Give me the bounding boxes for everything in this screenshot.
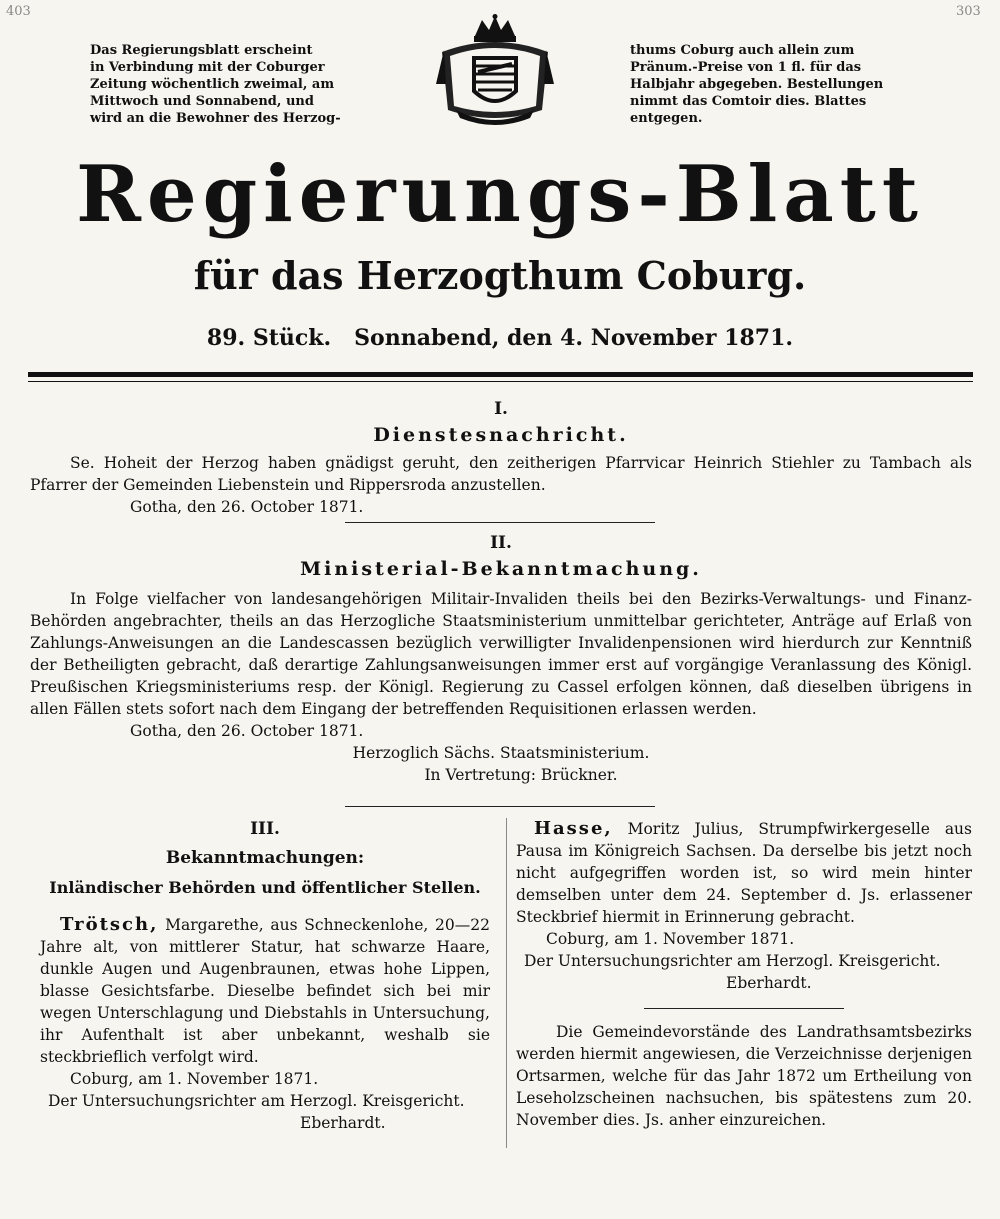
note-line: Das Regierungsblatt erscheint (90, 43, 313, 58)
note-line: Pränum.-Preise von 1 fl. für das (630, 60, 862, 75)
section-body (30, 452, 972, 518)
section-2 (30, 532, 972, 786)
section-title: Ministerial-Bekanntmachung. (300, 558, 702, 580)
authority: Der Untersuchungsrichter am Herzogl. Kreisgericht. (524, 952, 941, 970)
section-number: I. (494, 399, 508, 419)
section-number: III. (250, 819, 280, 839)
section-number: II. (490, 533, 512, 553)
note-line: entgegen. (630, 111, 703, 126)
masthead-title: Regierungs-Blatt (76, 149, 924, 240)
section-body (30, 588, 972, 786)
place-date: Gotha, den 26. October 1871. (130, 722, 364, 740)
section-1 (30, 398, 972, 518)
notice-text: Die Gemeindevorstände des Landrathsamtsbezirks werden hiermit angewiesen, die Verzeichnisse derjenigen Ortsarmen, welche für das Jahr 1872 um Ertheilung von Leseholzscheinen nachsuchen, bis spätestens zum 20. November dies. Js. anher einzureichen. (516, 1023, 972, 1129)
subscription-note-right (630, 42, 920, 127)
section-title: Dienstesnachricht. (373, 424, 629, 446)
section-divider (345, 522, 655, 523)
authority: Herzoglich Sächs. Staatsministerium. (352, 744, 650, 762)
column-rule (506, 818, 507, 1148)
section-divider (345, 806, 655, 807)
issue-line: 89. Stück. Sonnabend, den 4. November 1871. (206, 325, 794, 351)
masthead-subtitle: für das Herzogthum Coburg. (193, 253, 807, 298)
wanted-name: Hasse, (534, 818, 613, 839)
note-line: nimmt das Comtoir dies. Blattes (630, 94, 867, 109)
notice-divider (644, 1008, 844, 1009)
section-title: Bekanntmachungen: (165, 848, 365, 868)
note-line: Mittwoch und Sonnabend, und (90, 94, 314, 109)
subscription-note-left (90, 42, 380, 127)
signature: Eberhardt. (300, 1114, 386, 1132)
wanted-name: Trötsch, (60, 914, 159, 935)
section-subtitle: Inländischer Behörden und öffentlicher Stellen. (49, 878, 481, 897)
announcement (516, 1021, 972, 1131)
ducal-coat-of-arms-icon (432, 14, 558, 132)
note-line: Zeitung wöchentlich zweimal, am (90, 77, 335, 92)
note-line: wird an die Bewohner des Herzog- (90, 111, 341, 126)
wanted-notice (516, 818, 972, 994)
signature: In Vertretung: Brückner. (424, 766, 618, 784)
note-line: Halbjahr abgegeben. Bestellungen (630, 77, 884, 92)
paragraph: Se. Hoheit der Herzog haben gnädigst geruht, den zeitherigen Pfarrvicar Heinrich Stiehler zu Tambach als Pfarrer der Gemeinden Liebenstein und Rippersroda anzustellen. (30, 454, 972, 494)
section-3-left-column (40, 818, 490, 1134)
page-number-left: 403 (6, 4, 31, 19)
authority: Der Untersuchungsrichter am Herzogl. Kreisgericht. (48, 1092, 465, 1110)
page-number-right: 303 (956, 4, 981, 19)
section-3-right-column (516, 818, 972, 1131)
place-date: Gotha, den 26. October 1871. (130, 498, 364, 516)
place-date: Coburg, am 1. November 1871. (70, 1070, 319, 1088)
paragraph: In Folge vielfacher von landesangehörigen Militair-Invaliden theils bei den Bezirks-Verwaltungs- und Finanz-Behörden angebrachter, theils an das Herzogliche Staatsministerium unmittelbar gerichteter, Anträge auf Erlaß von Zahlungs-Anweisungen an die Landescassen bezüglich verwilligter Invalidenpensionen wird hierdurch zur Kenntniß der Betheiligten gebracht, daß derartige Zahlungsanweisungen immer erst auf vorgängige Veranlassung des Königl. Preußischen Kriegsministeriums resp. der Königl. Regierung zu Cassel erfolgen können, daß dieselben übrigens in allen Fällen stets sofort nach dem Eingang der betreffenden Requisitionen erlassen werden. (30, 590, 972, 718)
wanted-notice (40, 914, 490, 1134)
header-rule-thick (28, 372, 973, 377)
header-rule-thin (28, 381, 973, 382)
signature: Eberhardt. (726, 974, 812, 992)
note-line: in Verbindung mit der Coburger (90, 60, 325, 75)
notice-text: Margarethe, aus Schneckenlohe, 20—22 Jahre alt, von mittlerer Statur, hat schwarze Haare, dunkle Augen und Augenbraunen, etwas hohe Lippen, blasse Gesichtsfarbe. Dieselbe befindet sich bei mir wegen Unterschlagung und Diebstahls in Untersuchung, ihr Aufenthalt ist aber unbekannt, weshalb sie steckbrieflich verfolgt wird. (40, 916, 490, 1066)
note-line: thums Coburg auch allein zum (630, 43, 855, 58)
place-date: Coburg, am 1. November 1871. (546, 930, 795, 948)
notice-text: Moritz Julius, Strumpfwirkergeselle aus Pausa im Königreich Sachsen. Da derselbe bis jetzt noch nicht aufgegriffen worden ist, so wird mein hinter demselben unter dem 24. September d. Js. erlassener Steckbrief hiermit in Erinnerung gebracht. (516, 820, 972, 926)
